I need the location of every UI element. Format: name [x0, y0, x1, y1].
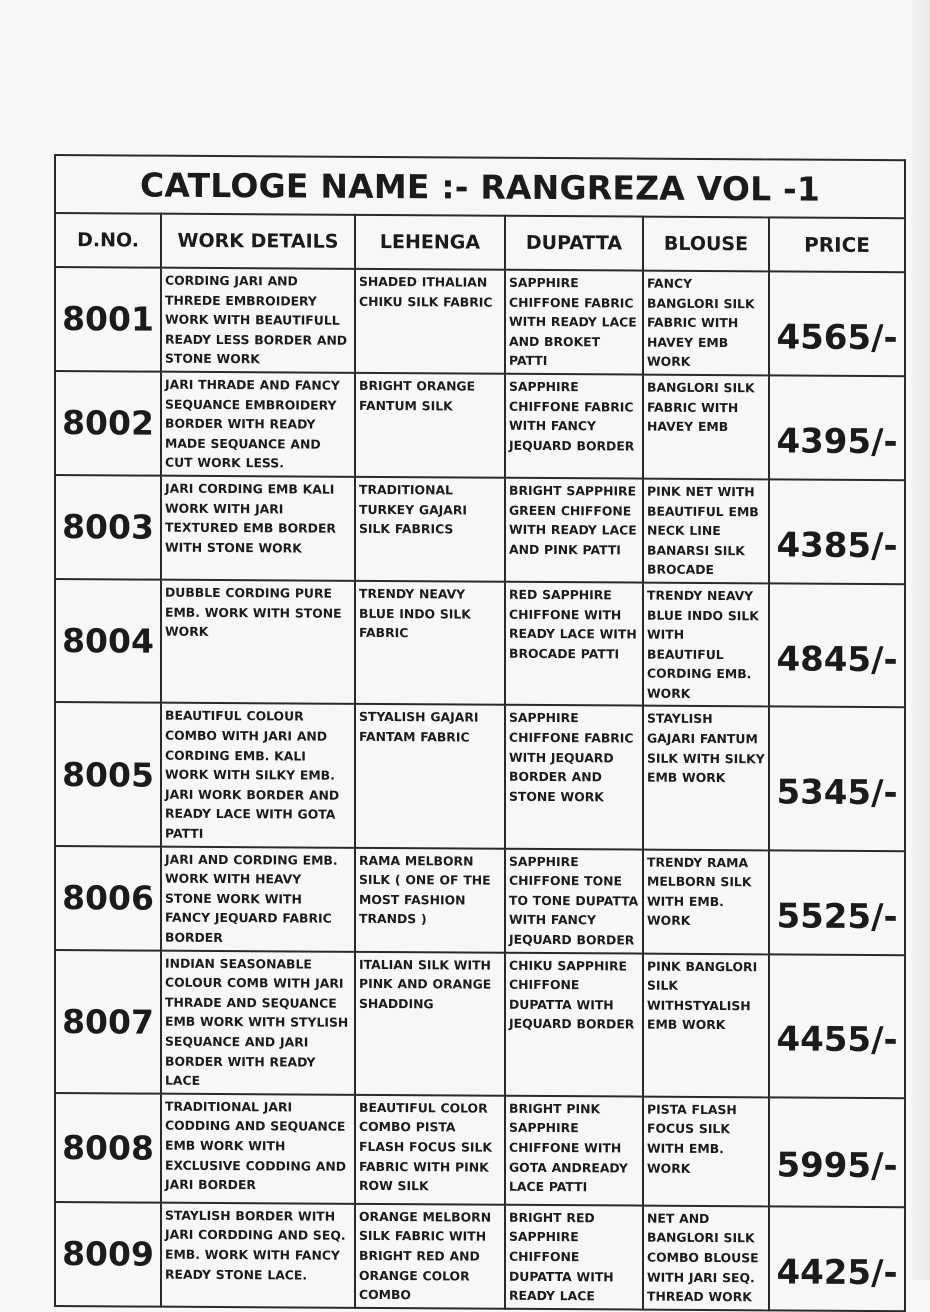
blouse-cell: PISTA FLASH FOCUS SILK WITH EMB. WORK — [643, 1096, 769, 1206]
design-number: 8001 — [55, 267, 161, 372]
header-row — [55, 213, 905, 272]
blouse-cell: TRENDY RAMA MELBORN SILK WITH EMB. WORK — [643, 849, 769, 954]
table-row — [55, 579, 905, 708]
dupatta-cell: SAPPHIRE CHIFFONE FABRIC WITH JEQUARD BORDER AND STONE WORK — [505, 705, 643, 849]
lehenga-cell: RAMA MELBORN SILK ( ONE OF THE MOST FASHION TRANDS ) — [355, 847, 505, 952]
catalog-table — [54, 154, 906, 1312]
price-cell — [769, 583, 905, 707]
work-details-cell: JARI THRADE AND FANCY SEQUANCE EMBROIDERY BORDER WITH READY MADE SEQUANCE AND CUT WORK LESS. — [161, 372, 355, 477]
work-details-cell: JARI AND CORDING EMB. WORK WITH HEAVY STONE WORK WITH FANCY JEQUARD FABRIC BORDER — [161, 846, 355, 951]
work-details-cell: JARI CORDING EMB KALI WORK WITH JARI TEXTURED EMB BORDER WITH STONE WORK — [161, 476, 355, 581]
lehenga-cell: BEAUTIFUL COLOR COMBO PISTA FLASH FOCUS SILK FABRIC WITH PINK ROW SILK — [355, 1095, 505, 1205]
catalog-title: CATLOGE NAME :- RANGREZA VOL -1 — [55, 155, 905, 218]
lehenga-cell: ITALIAN SILK WITH PINK AND ORANGE SHADDING — [355, 951, 505, 1095]
blouse-cell: BANGLORI SILK FABRIC WITH HAVEY EMB — [643, 375, 769, 480]
design-number: 8008 — [55, 1093, 161, 1203]
price-value: 5525/- — [776, 896, 898, 937]
dupatta-cell: RED SAPPHIRE CHIFFONE WITH READY LACE WITH BROCADE PATTI — [505, 582, 643, 706]
design-number: 8005 — [55, 702, 161, 846]
price-cell — [769, 479, 905, 584]
design-number: 8002 — [55, 371, 161, 476]
lehenga-cell: BRIGHT ORANGE FANTUM SILK — [355, 373, 505, 478]
work-details-cell: STAYLISH BORDER WITH JARI CORDDING AND SEQ. EMB. WORK WITH FANCY READY STONE LACE. — [161, 1202, 355, 1307]
lehenga-cell: ORANGE MELBORN SILK FABRIC WITH BRIGHT RED AND ORANGE COLOR COMBO — [355, 1204, 505, 1309]
dupatta-cell: SAPPHIRE CHIFFONE TONE TO TONE DUPATTA WITH FANCY JEQUARD BORDER — [505, 848, 643, 953]
blouse-cell: TRENDY NEAVY BLUE INDO SILK WITH BEAUTIFUL CORDING EMB. WORK — [643, 583, 769, 707]
table-row — [55, 371, 905, 480]
price-value: 4845/- — [776, 639, 898, 680]
design-number: 8004 — [55, 579, 161, 703]
price-cell — [769, 1206, 905, 1311]
price-value: 4425/- — [776, 1252, 898, 1293]
design-number: 8009 — [55, 1202, 161, 1307]
table-row — [55, 1202, 905, 1311]
work-details-cell: BEAUTIFUL COLOUR COMBO WITH JARI AND CORDING EMB. KALI WORK WITH SILKY EMB. JARI WORK BORDER AND READY LACE WITH GOTA PATTI — [161, 703, 355, 847]
price-cell — [769, 850, 905, 955]
price-value: 4385/- — [776, 525, 898, 567]
price-value: 4455/- — [776, 1019, 898, 1061]
work-details-cell: TRADITIONAL JARI CODDING AND SEQUANCE EMB WORK WITH EXCLUSIVE CODDING AND JARI BORDER — [161, 1093, 355, 1203]
blouse-cell: PINK NET WITH BEAUTIFUL EMB NECK LINE BANARSI SILK BROCADE — [643, 479, 769, 584]
header-lehenga: LEHENGA — [355, 215, 505, 270]
price-value: 5345/- — [776, 772, 898, 814]
price-cell — [769, 271, 905, 376]
work-details-cell: DUBBLE CORDING PURE EMB. WORK WITH STONE WORK — [161, 580, 355, 705]
price-cell — [769, 375, 905, 480]
header-dno: D.NO. — [55, 213, 161, 268]
design-number: 8007 — [55, 950, 161, 1094]
dupatta-cell: BRIGHT PINK SAPPHIRE CHIFFONE WITH GOTA ANDREADY LACE PATTI — [505, 1096, 643, 1206]
price-cell — [769, 707, 905, 851]
dupatta-cell: BRIGHT RED SAPPHIRE CHIFFONE DUPATTA WITH READY LACE — [505, 1205, 643, 1310]
table-row — [55, 475, 905, 584]
design-number: 8006 — [55, 846, 161, 951]
header-dupatta: DUPATTA — [505, 216, 643, 271]
price-cell — [769, 954, 905, 1098]
price-value: 4395/- — [776, 421, 898, 463]
price-cell — [769, 1097, 905, 1207]
table-row — [55, 950, 905, 1098]
table-row — [55, 267, 905, 376]
blouse-cell: PINK BANGLORI SILK WITHSTYALISH EMB WORK — [643, 953, 769, 1097]
lehenga-cell: STYALISH GAJARI FANTAM FABRIC — [355, 704, 505, 848]
price-value: 5995/- — [776, 1145, 898, 1187]
lehenga-cell: TRENDY NEAVY BLUE INDO SILK FABRIC — [355, 581, 505, 705]
blouse-cell: NET AND BANGLORI SILK COMBO BLOUSE WITH JARI SEQ. THREAD WORK — [643, 1205, 769, 1310]
header-work-details: WORK DETAILS — [161, 214, 355, 269]
dupatta-cell: CHIKU SAPPHIRE CHIFFONE DUPATTA WITH JEQUARD BORDER — [505, 952, 643, 1096]
header-blouse: BLOUSE — [643, 217, 769, 272]
dupatta-cell: SAPPHIRE CHIFFONE FABRIC WITH READY LACE AND BROKET PATTI — [505, 270, 643, 375]
work-details-cell: CORDING JARI AND THREDE EMBROIDERY WORK WITH BEAUTIFULL READY LESS BORDER AND STONE WORK — [161, 268, 355, 373]
lehenga-cell: SHADED ITHALIAN CHIKU SILK FABRIC — [355, 269, 505, 374]
table-row — [55, 702, 905, 850]
work-details-cell: INDIAN SEASONABLE COLOUR COMB WITH JARI THRADE AND SEQUANCE EMB WORK WITH STYLISH SEQUANCE AND JARI BORDER WITH READY LACE — [161, 950, 355, 1094]
dupatta-cell: BRIGHT SAPPHIRE GREEN CHIFFONE WITH READY LACE AND PINK PATTI — [505, 478, 643, 583]
page-edge-shadow — [912, 0, 930, 1280]
design-number: 8003 — [55, 475, 161, 580]
price-value: 4565/- — [776, 317, 898, 359]
table-row — [55, 846, 905, 955]
table-row — [55, 1093, 905, 1207]
lehenga-cell: TRADITIONAL TURKEY GAJARI SILK FABRICS — [355, 477, 505, 582]
blouse-cell: FANCY BANGLORI SILK FABRIC WITH HAVEY EMB WORK — [643, 271, 769, 376]
blouse-cell: STAYLISH GAJARI FANTUM SILK WITH SILKY EMB WORK — [643, 706, 769, 850]
dupatta-cell: SAPPHIRE CHIFFONE FABRIC WITH FANCY JEQUARD BORDER — [505, 374, 643, 479]
header-price: PRICE — [769, 217, 905, 272]
